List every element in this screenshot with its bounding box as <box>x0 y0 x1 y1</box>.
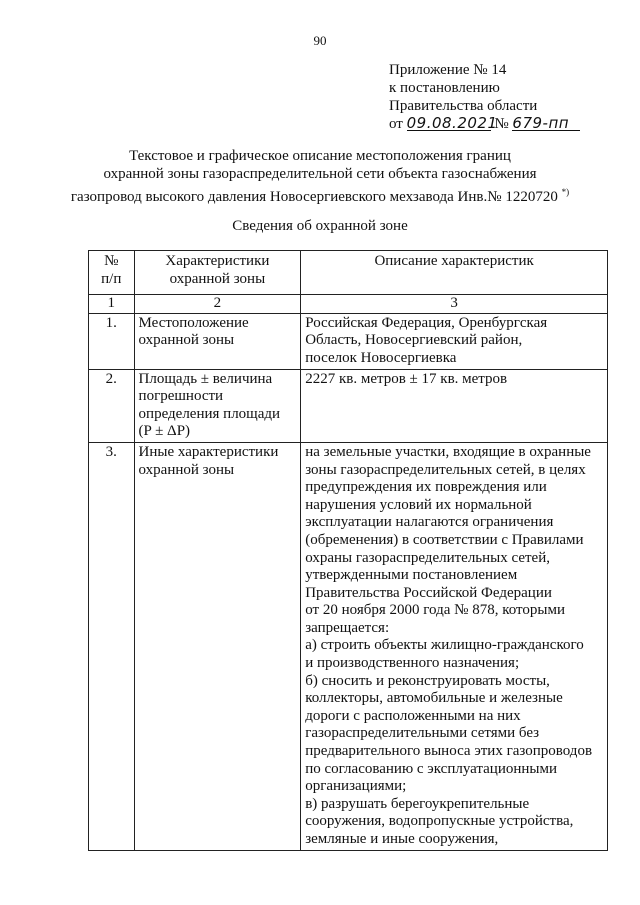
row-characteristic: Иные характеристики охранной зоны <box>134 442 301 850</box>
row-characteristic: Площадь ± величина погрешности определения площади (P ± ΔP) <box>134 369 301 442</box>
row-number: 2. <box>89 369 135 442</box>
title-line-1: Текстовое и графическое описание местоположения границ <box>129 148 511 164</box>
appendix-line3: Правительства области <box>389 98 538 114</box>
row-description: на земельные участки, входящие в охранные зоны газораспределительных сетей, в целях предупреждения их повреждения или нарушения условий их нормальной эксплуатации налагаются ограничения (обременения) в соответствии с Правилами охраны газораспределительных сетей, утвержденными постановлением Правительства Российской Федерации от 20 ноября 2000 года № 878, которыми запрещается: а) строить объекты жилищно-гражданского и производственного назначения; б) сносить и реконструировать мосты, коллекторы, автомобильные и железные дороги с расположенными на них газораспределительными сетями без предварительного выноса этих газопроводов по согласованию с эксплуатационными организациями; в) разрушать берегоукрепительные сооружения, водопропускные устройства, земляные и иные сооружения, <box>301 442 608 850</box>
document-title <box>0 147 640 206</box>
page-number: 90 <box>313 33 327 48</box>
table-header-row <box>89 251 608 295</box>
row-description: Российская Федерация, Оренбургская Область, Новосергиевский район, поселок Новосергиевка <box>301 313 608 369</box>
section-subtitle: Сведения об охранной зоне <box>232 218 408 234</box>
table-row <box>89 442 608 850</box>
header-description: Описание характеристик <box>301 251 608 295</box>
row-number: 1. <box>89 313 135 369</box>
table-row <box>89 313 608 369</box>
appendix-line2: к постановлению <box>389 80 500 96</box>
index-cell: 2 <box>134 295 301 314</box>
number-prefix: № <box>494 116 509 132</box>
header-characteristics: Характеристики охранной зоны <box>134 251 301 295</box>
table-row <box>89 369 608 442</box>
number-handwritten: 679-пп <box>512 116 580 131</box>
appendix-date-line <box>389 115 580 133</box>
title-line-3: газопровод высокого давления Новосергиевского мехзавода Инв.№ 1220720 *) <box>70 187 570 205</box>
row-characteristic: Местоположение охранной зоны <box>134 313 301 369</box>
header-number: № п/п <box>89 251 135 295</box>
footnote-mark: *) <box>561 187 570 197</box>
appendix-title: Приложение № 14 <box>389 62 507 78</box>
row-number: 3. <box>89 442 135 850</box>
date-prefix: от <box>389 116 403 132</box>
table-index-row <box>89 295 608 314</box>
date-handwritten: 09.08.2021 <box>406 114 498 132</box>
appendix-block <box>389 61 580 133</box>
title-line-2: охранной зоны газораспределительной сети объекта газоснабжения <box>103 166 537 182</box>
row-description: 2227 кв. метров ± 17 кв. метров <box>301 369 608 442</box>
index-cell: 3 <box>301 295 608 314</box>
index-cell: 1 <box>89 295 135 314</box>
protection-zone-table <box>88 250 608 851</box>
